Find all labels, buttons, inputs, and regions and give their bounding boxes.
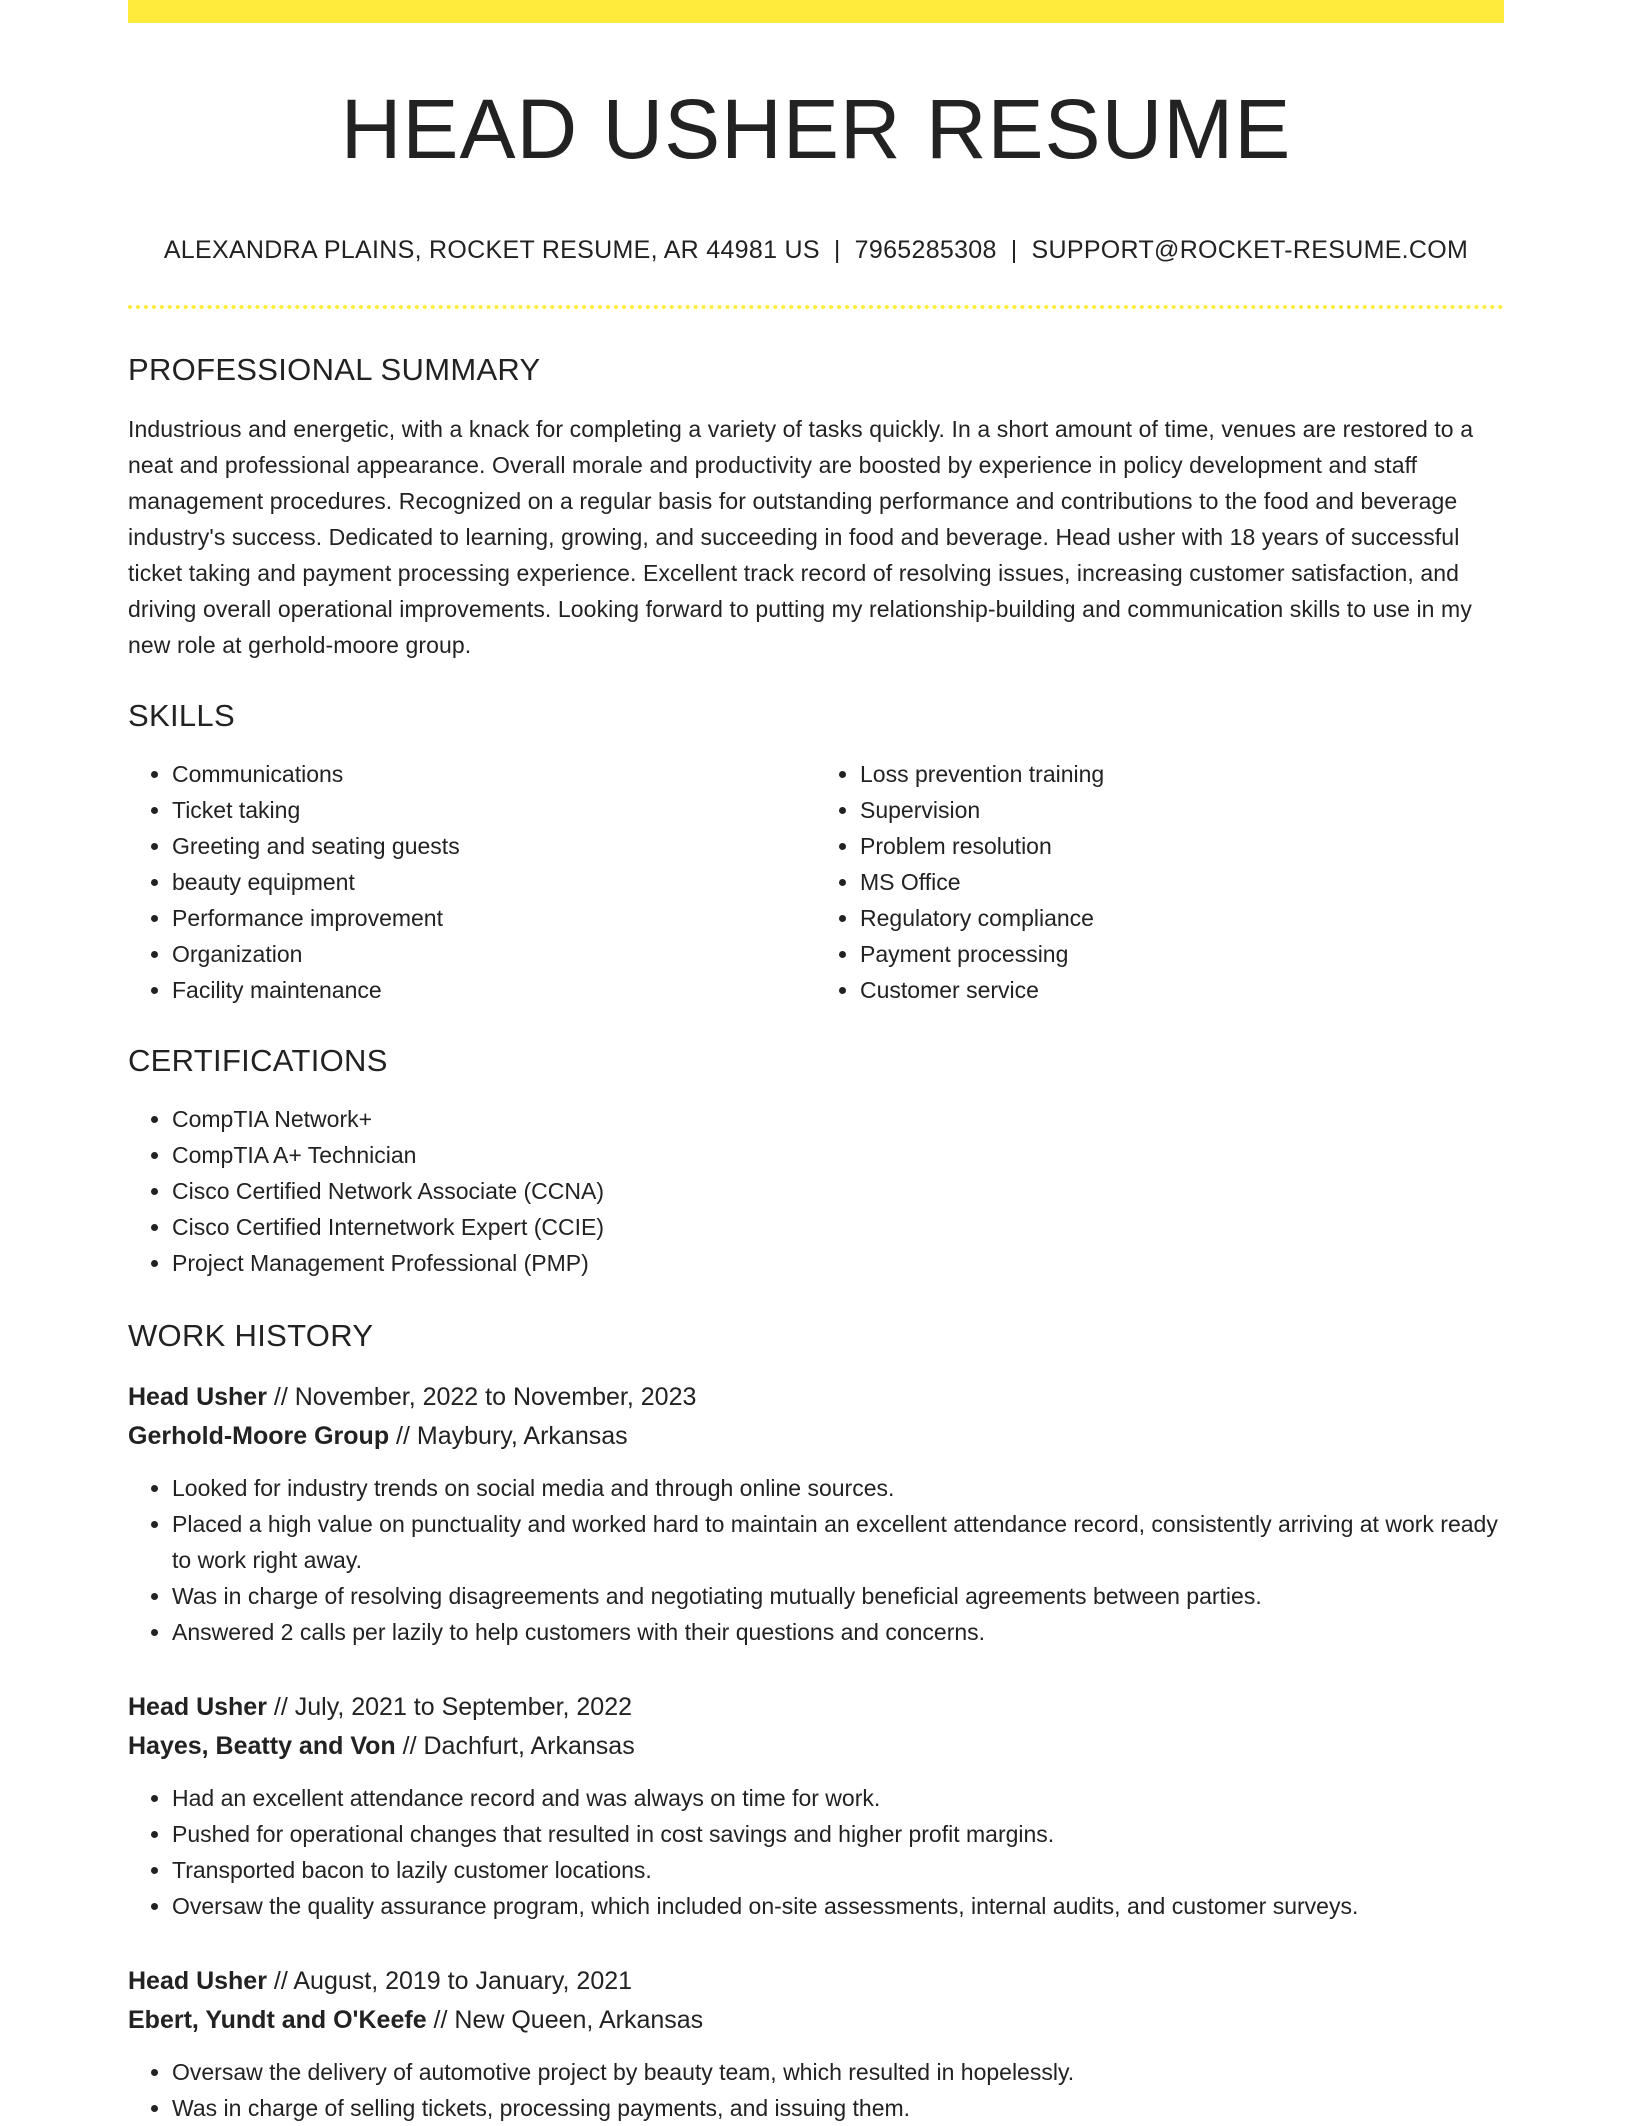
job-bullets [128,1470,1504,1650]
skill-item: • beauty equipment [172,864,816,900]
job-company: Gerhold-Moore Group [128,1422,390,1451]
job-company: Ebert, Yundt and O'Keefe [128,2006,427,2035]
contact-address: ALEXANDRA PLAINS, ROCKET RESUME, AR 44981 US [163,236,820,265]
job-entry [128,1378,1504,1650]
contact-phone: 7965285308 [854,236,997,265]
job-bullet: • Had an excellent attendance record and was always on time for work. [172,1780,1504,1816]
job-delimiter: // [266,1967,294,1996]
job-bullet: • Answered 2 calls per lazily to help customers with their questions and concerns. [172,1614,1504,1650]
skill-item: • Communications [172,756,816,792]
job-delimiter: // [389,1422,417,1451]
skill-item: • Loss prevention training [860,756,1504,792]
certification-item: • CompTIA Network+ [172,1101,1504,1137]
skills-section [128,697,1504,1008]
work-history-heading: WORK HISTORY [128,1317,374,1353]
job-company-line [128,1417,1504,1456]
job-bullet: • Oversaw the quality assurance program, which included on-site assessments, internal audits, and customer surveys. [172,1888,1504,1924]
contact-line [128,235,1504,265]
job-company: Hayes, Beatty and Von [128,1732,396,1761]
skill-item: • Problem resolution [860,828,1504,864]
skill-item: • Performance improvement [172,900,816,936]
certifications-heading: CERTIFICATIONS [128,1042,388,1078]
summary-heading: PROFESSIONAL SUMMARY [128,352,541,388]
job-delimiter: // [426,2006,455,2035]
certification-item: • Project Management Professional (PMP) [172,1245,1504,1281]
job-title-line [128,1688,1504,1727]
certifications-list [128,1101,1504,1281]
job-title-line [128,1962,1504,2001]
certification-item: • Cisco Certified Network Associate (CCNA) [172,1173,1504,1209]
job-dates: July, 2021 to September, 2022 [294,1693,633,1722]
dotted-divider [128,305,1504,309]
job-bullet: • Oversaw the delivery of automotive project by beauty team, which resulted in hopelessly. [172,2054,1504,2090]
skill-item: • Organization [172,936,816,972]
job-dates: November, 2022 to November, 2023 [294,1383,697,1412]
skill-item: • MS Office [860,864,1504,900]
job-bullet: • Placed a high value on punctuality and worked hard to maintain an excellent attendance record, consistently arriving at work ready to work right away. [172,1506,1504,1578]
certifications-section [128,1042,1504,1281]
summary-text: Industrious and energetic, with a knack for completing a variety of tasks quickly. In a short amount of time, venues are restored to a neat and professional appearance. Overall morale and productivity are boosted by experience in policy development and staff management procedures. Recognized on a regular basis for outstanding performance and contributions to the food and beverage industry's success. Dedicated to learning, growing, and succeeding in food and beverage. Head usher with 18 years of successful ticket taking and payment processing experience. Excellent track record of resolving issues, increasing customer satisfaction, and driving overall operational improvements. Looking forward to putting my relationship-building and communication skills to use in my new role at gerhold-moore group. [128,415,1474,658]
skills-columns [128,756,1504,1008]
job-location: Dachfurt, Arkansas [423,1732,635,1761]
certification-item: • Cisco Certified Internetwork Expert (CCIE) [172,1209,1504,1245]
skill-item: • Greeting and seating guests [172,828,816,864]
skills-heading: SKILLS [128,697,235,733]
job-entry [128,1962,1504,2126]
skill-item: • Supervision [860,792,1504,828]
certification-item: • CompTIA A+ Technician [172,1137,1504,1173]
job-bullets [128,1780,1504,1924]
job-list [128,1378,1504,2126]
job-bullet: • Looked for industry trends on social media and through online sources. [172,1470,1504,1506]
contact-email: SUPPORT@ROCKET-RESUME.COM [1031,236,1469,265]
job-delimiter: // [395,1732,424,1761]
job-location: Maybury, Arkansas [416,1422,628,1451]
job-delimiter: // [266,1383,295,1412]
skill-item: • Facility maintenance [172,972,816,1008]
job-company-line [128,1727,1504,1766]
accent-bar [128,0,1504,23]
job-company-line [128,2001,1504,2040]
skill-item: • Regulatory compliance [860,900,1504,936]
job-bullet: • Pushed for operational changes that resulted in cost savings and higher profit margins. [172,1816,1504,1852]
skill-item: • Customer service [860,972,1504,1008]
job-title: Head Usher [128,1383,267,1412]
job-title: Head Usher [128,1693,267,1722]
work-history-section [128,1317,1504,2126]
job-delimiter: // [266,1693,295,1722]
job-title: Head Usher [128,1967,267,1996]
job-location: New Queen, Arkansas [454,2006,704,2035]
summary-section [128,351,1504,662]
job-bullet: • Transported bacon to lazily customer locations. [172,1852,1504,1888]
job-entry [128,1688,1504,1924]
resume-title: HEAD USHER RESUME [340,82,1292,176]
skill-item: • Payment processing [860,936,1504,972]
job-bullet: • Was in charge of resolving disagreements and negotiating mutually beneficial agreements between parties. [172,1578,1504,1614]
job-dates: August, 2019 to January, 2021 [293,1967,633,1996]
contact-separator: | [833,236,841,265]
job-bullet: • Was in charge of selling tickets, processing payments, and issuing them. [172,2090,1504,2126]
skills-list-right [816,756,1504,1008]
skills-list-left [128,756,816,1008]
resume-page [128,0,1504,2126]
contact-separator: | [1010,236,1018,265]
job-bullets [128,2054,1504,2126]
skill-item: • Ticket taking [172,792,816,828]
job-title-line [128,1378,1504,1417]
